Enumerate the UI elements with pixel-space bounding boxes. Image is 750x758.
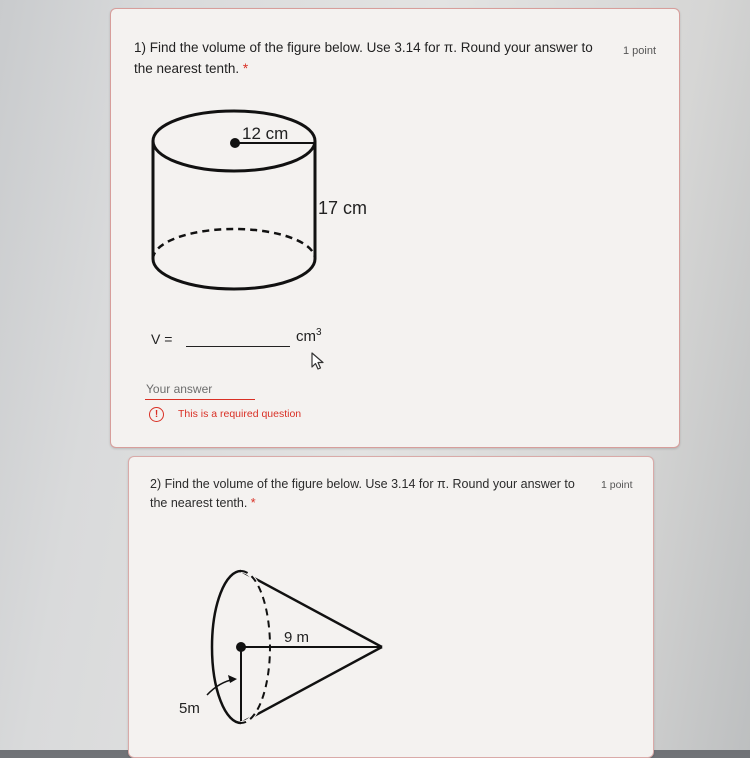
cylinder-radius-label: 12 cm [242, 124, 289, 143]
cylinder-figure [111, 9, 679, 309]
required-error [149, 405, 301, 423]
question-2-points: 1 point [601, 479, 633, 491]
cone-figure [129, 457, 653, 757]
volume-equation-label: V = [151, 331, 173, 347]
question-card-1 [110, 8, 680, 448]
unit-base: cm [296, 328, 316, 345]
cylinder-height-label: 17 cm [318, 198, 368, 218]
volume-blank-line [186, 346, 290, 347]
question-1-points: 1 point [623, 45, 657, 57]
cone-pointer-arrowhead [228, 675, 237, 683]
required-asterisk: * [242, 61, 249, 76]
cone-lower-slant [241, 647, 382, 723]
required-asterisk: * [250, 496, 256, 510]
mouse-cursor-icon [311, 352, 325, 372]
cone-upper-slant [241, 571, 382, 647]
error-circle-icon: ! [149, 407, 164, 422]
cone-radius-label: 5m [179, 700, 200, 717]
required-error-text: This is a required question [178, 408, 302, 420]
cylinder-bottom-front [153, 259, 315, 289]
answer-input-underline [145, 399, 255, 400]
unit-exponent: 3 [316, 327, 322, 338]
question-2-prompt: 2) Find the volume of the figure below. Use 3.14 for π. Round your answer to the nearest tenth. [150, 477, 575, 510]
question-1-prompt: 1) Find the volume of the figure below. Use 3.14 for π. Round your answer to the nearest tenth. [134, 40, 593, 76]
cone-height-label: 9 m [284, 629, 310, 646]
question-card-2 [128, 456, 654, 758]
cylinder-bottom-back-dashed [153, 229, 315, 259]
volume-unit [296, 327, 322, 345]
answer-input[interactable]: Your answer [146, 382, 213, 396]
